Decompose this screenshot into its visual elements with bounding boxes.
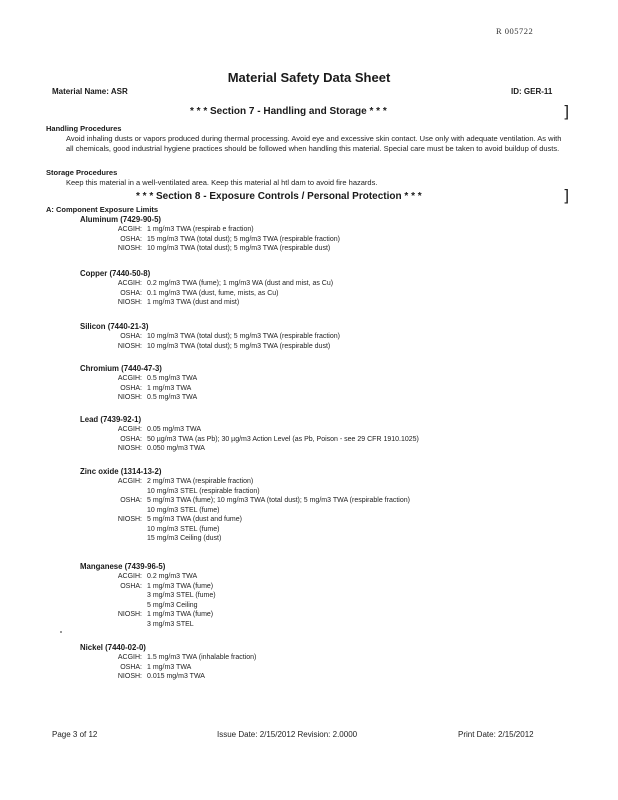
- component-name: Nickel (7440-02-0): [80, 643, 146, 652]
- limit-value: 5 mg/m3 TWA (fume); 10 mg/m3 TWA (total dust); 5 mg/m3 TWA (respirable fraction): [147, 497, 410, 504]
- limit-agency: ACGIH:: [117, 426, 142, 433]
- limit-value: 10 mg/m3 TWA (total dust); 5 mg/m3 TWA (respirable dust): [147, 245, 331, 252]
- storage-procedures-text: Keep this material in a well-ventilated area. Keep this material al htl dam to avoid fire hazards.: [66, 178, 378, 187]
- bracket-mark-2: ]: [563, 186, 570, 205]
- component-name: Chromium (7440-47-3): [80, 364, 162, 373]
- limit-agency: NIOSH:: [117, 516, 142, 523]
- footer-issue-date: Issue Date: 2/15/2012 Revision: 2.0000: [217, 730, 358, 739]
- limit-value: 10 mg/m3 STEL (fume): [147, 525, 220, 533]
- limit-value: 1.5 mg/m3 TWA (inhalable fraction): [147, 654, 257, 661]
- component-name: Lead (7439-92-1): [80, 415, 142, 424]
- limit-value: 3 mg/m3 STEL: [147, 620, 194, 628]
- material-name: Material Name: ASR: [52, 87, 128, 96]
- scan-speck: [60, 631, 62, 633]
- component-name: Manganese (7439-96-5): [80, 562, 166, 571]
- limit-value: 1 mg/m3 TWA (respirab e fraction): [147, 226, 254, 233]
- document-title: Material Safety Data Sheet: [227, 70, 391, 85]
- bracket-mark-1: ]: [563, 102, 570, 121]
- limit-agency: NIOSH:: [117, 245, 142, 252]
- limit-agency: NIOSH:: [117, 611, 142, 618]
- limit-agency: OSHA:: [120, 435, 142, 443]
- limit-value: 5 mg/m3 Ceiling: [147, 601, 198, 609]
- component-name: Aluminum (7429-90-5): [80, 215, 162, 224]
- limit-agency: OSHA:: [120, 235, 142, 243]
- limit-value: 10 mg/m3 TWA (total dust); 5 mg/m3 TWA (respirable fraction): [147, 333, 340, 340]
- limit-value: 0.015 mg/m3 TWA: [147, 673, 205, 680]
- limit-agency: ACGIH:: [117, 573, 142, 580]
- limit-value: 0.1 mg/m3 TWA (dust, fume, mists, as Cu): [147, 289, 279, 297]
- limit-value: 2 mg/m3 TWA (respirable fraction): [147, 478, 254, 485]
- bates-stamp: R 005722: [496, 26, 534, 36]
- limit-agency: NIOSH:: [117, 299, 142, 306]
- handling-procedures-label: Handling Procedures: [46, 124, 122, 133]
- limit-agency: ACGIH:: [117, 226, 142, 233]
- document-id: ID: GER-11: [511, 87, 553, 96]
- section-8-heading: * * * Section 8 - Exposure Controls / Personal Protection * * *: [136, 191, 422, 202]
- limit-value: 5 mg/m3 TWA (dust and fume): [147, 516, 242, 523]
- limit-value: 10 mg/m3 TWA (total dust); 5 mg/m3 TWA (respirable dust): [147, 342, 331, 350]
- limit-value: 0.050 mg/m3 TWA: [147, 445, 205, 452]
- section-7-heading: * * * Section 7 - Handling and Storage * * *: [190, 106, 387, 117]
- footer-page-number: Page 3 of 12: [52, 730, 98, 739]
- limit-value: 0.5 mg/m3 TWA: [147, 394, 198, 401]
- limit-value: 0.05 mg/m3 TWA: [147, 426, 202, 433]
- limit-agency: ACGIH:: [117, 654, 142, 661]
- limit-agency: OSHA:: [120, 289, 142, 297]
- component-exposure-limits-label: A: Component Exposure Limits: [46, 205, 159, 214]
- limit-value: 15 mg/m3 Ceiling (dust): [147, 535, 222, 542]
- limit-agency: NIOSH:: [117, 342, 142, 350]
- limit-value: 1 mg/m3 TWA (fume): [147, 611, 214, 618]
- limit-value: 10 mg/m3 STEL (fume): [147, 506, 220, 514]
- limit-agency: NIOSH:: [117, 673, 142, 680]
- limit-value: 50 µg/m3 TWA (as Pb); 30 µg/m3 Action Level (as Pb, Poison - see 29 CFR 1910.1025): [147, 435, 419, 443]
- limit-agency: NIOSH:: [117, 394, 142, 401]
- component-name: Silicon (7440-21-3): [80, 322, 149, 331]
- component-name: Zinc oxide (1314-13-2): [80, 467, 162, 476]
- limit-agency: NIOSH:: [117, 445, 142, 452]
- footer-print-date: Print Date: 2/15/2012: [458, 730, 534, 739]
- limit-value: 10 mg/m3 STEL (respirable fraction): [147, 487, 260, 495]
- limit-value: 1 mg/m3 TWA (fume): [147, 582, 214, 590]
- limit-agency: OSHA:: [120, 582, 142, 590]
- limit-value: 3 mg/m3 STEL (fume): [147, 592, 216, 599]
- limit-agency: OSHA:: [120, 663, 142, 671]
- limit-value: 1 mg/m3 TWA: [147, 663, 192, 671]
- limit-agency: ACGIH:: [117, 375, 142, 382]
- limit-value: 0.2 mg/m3 TWA (fume); 1 mg/m3 WA (dust and mist, as Cu): [147, 280, 334, 287]
- limit-value: 1 mg/m3 TWA: [147, 384, 192, 392]
- limit-value: 15 mg/m3 TWA (total dust); 5 mg/m3 TWA (respirable fraction): [147, 235, 340, 243]
- limit-value: 0.5 mg/m3 TWA: [147, 375, 198, 382]
- limit-agency: OSHA:: [120, 384, 142, 392]
- limit-agency: ACGIH:: [117, 280, 142, 287]
- limit-value: 0.2 mg/m3 TWA: [147, 573, 198, 580]
- limit-agency: ACGIH:: [117, 478, 142, 485]
- handling-procedures-text: Avoid inhaling dusts or vapors produced during thermal processing. Avoid eye and excessive skin contact. Use only with adequate ventilation. As with all chemicals, good industrial hygiene practices should be followed when handling this material. Special care must be taken to avoid buildup of dusts.: [66, 134, 562, 153]
- limit-agency: OSHA:: [120, 497, 142, 504]
- component-name: Copper (7440-50-8): [80, 269, 151, 278]
- limit-agency: OSHA:: [120, 333, 142, 340]
- limit-value: 1 mg/m3 TWA (dust and mist): [147, 299, 240, 306]
- storage-procedures-label: Storage Procedures: [46, 168, 118, 177]
